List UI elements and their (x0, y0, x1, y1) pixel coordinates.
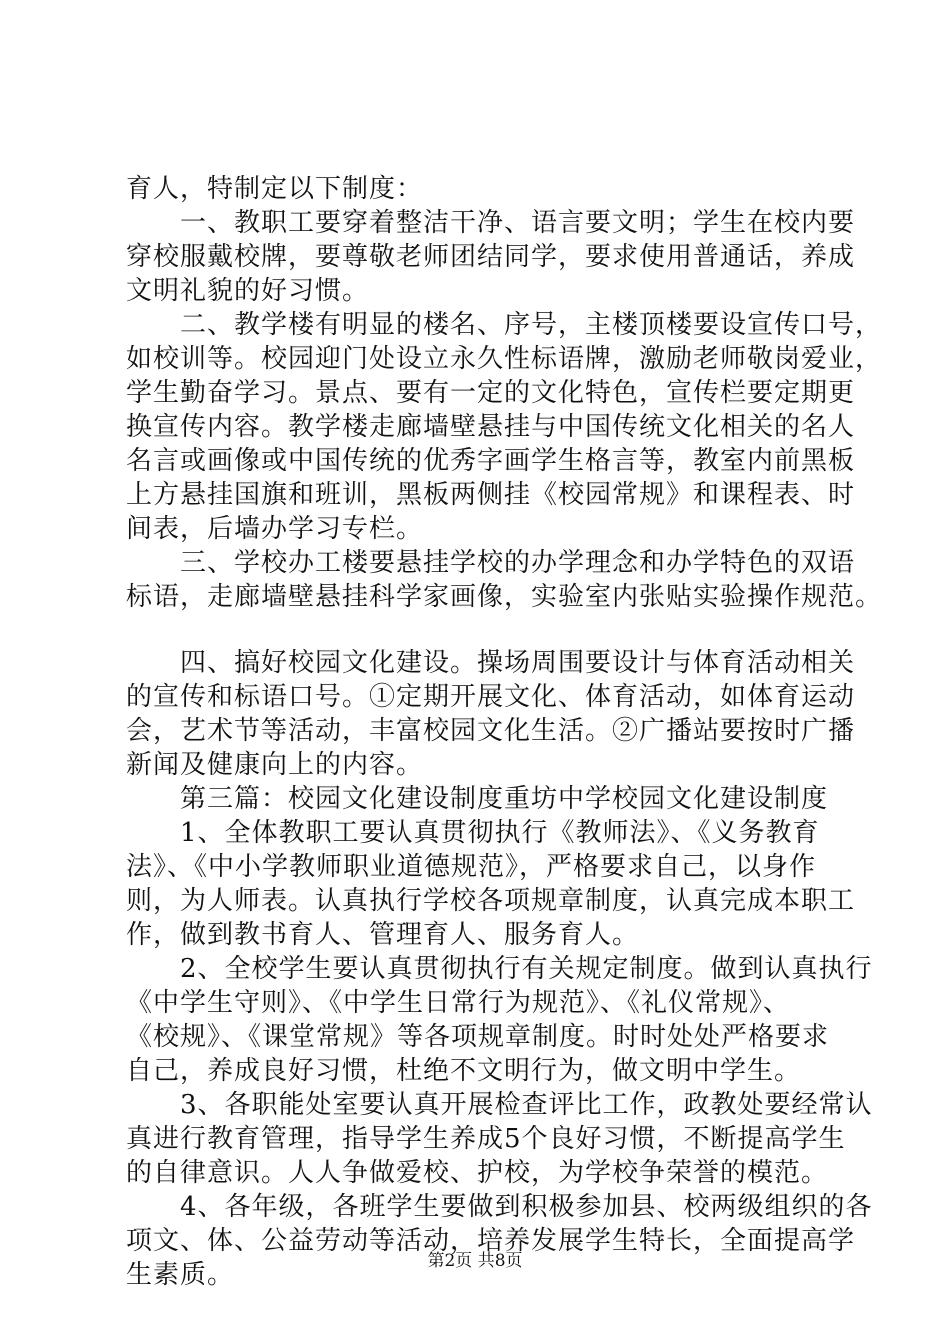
text-line: 4、各年级，各班学生要做到积极参加县、校两级组织的各 (126, 1192, 873, 1222)
text-line: 项文、体、公益劳动等活动，培养发展学生特长，全面提高学 (126, 1226, 856, 1256)
page-number: 第2页 共8页 (427, 1251, 523, 1271)
text-line: 《中学生守则》、《中学生日常行为规范》、《礼仪常规》、 (126, 988, 791, 1018)
text-line: 文明礼貌的好习惯。 (126, 276, 370, 306)
text-line: 会，艺术节等活动，丰富校园文化生活。②广播站要按时广播 (126, 716, 856, 746)
text-line: 上方悬挂国旗和班训，黑板两侧挂《校园常规》和课程表、时 (126, 480, 856, 510)
text-line: 3、各职能处室要认真开展检查评比工作，政教处要经常认 (126, 1090, 873, 1120)
text-line: 真进行教育管理，指导学生养成5个良好习惯，不断提高学生 (126, 1124, 846, 1154)
text-line: 标语，走廊墙壁悬挂科学家画像，实验室内张贴实验操作规范。 (126, 582, 883, 612)
section-heading: 第三篇：校园文化建设制度重坊中学校园文化建设制度 (126, 784, 829, 814)
text-line: 四、搞好校园文化建设。操场周围要设计与体育活动相关 (126, 648, 856, 678)
text-line: 法》、《中小学教师职业道德规范》，严格要求自己，以身作 (126, 852, 817, 882)
text-line: 的宣传和标语口号。①定期开展文化、体育活动，如体育运动 (126, 682, 856, 712)
text-line: 换宣传内容。教学楼走廊墙壁悬挂与中国传统文化相关的名人 (126, 412, 856, 442)
text-line: 2、全校学生要认真贯彻执行有关规定制度。做到认真执行 (126, 954, 873, 984)
text-line: 学生勤奋学习。景点、要有一定的文化特色，宣传栏要定期更 (126, 378, 856, 408)
text-line: 二、教学楼有明显的楼名、序号，主楼顶楼要设宣传口号， (126, 310, 883, 340)
text-line: 穿校服戴校牌，要尊敬老师团结同学，要求使用普通话，养成 (126, 242, 856, 272)
text-line: 名言或画像或中国传统的优秀字画学生格言等，教室内前黑板 (126, 446, 856, 476)
text-line: 一、教职工要穿着整洁干净、语言要文明；学生在校内要 (126, 208, 856, 238)
text-line: 新闻及健康向上的内容。 (126, 750, 424, 780)
text-line: 育人，特制定以下制度： (126, 174, 424, 204)
text-line: 《校规》、《课堂常规》等各项规章制度。时时处处严格要求 (126, 1022, 830, 1052)
text-line: 1、全体教职工要认真贯彻执行《教师法》、《义务教育 (126, 818, 820, 848)
text-line: 如校训等。校园迎门处设立永久性标语牌，激励老师敬岗爱业， (126, 344, 883, 374)
blank-line (126, 614, 836, 646)
page-footer (0, 1250, 950, 1272)
text-line: 生素质。 (126, 1260, 235, 1290)
text-line: 三、学校办工楼要悬挂学校的办学理念和办学特色的双语 (126, 548, 856, 578)
text-line: 间表，后墙办学习专栏。 (126, 514, 424, 544)
text-line: 自己，养成良好习惯，杜绝不文明行为，做文明中学生。 (126, 1056, 802, 1086)
text-line: 则，为人师表。认真执行学校各项规章制度，认真完成本职工 (126, 886, 856, 916)
text-line: 的自律意识。人人争做爱校、护校，为学校争荣誉的模范。 (126, 1158, 829, 1188)
document-body (126, 172, 883, 1292)
text-line: 作，做到教书育人、管理育人、服务育人。 (126, 920, 640, 950)
